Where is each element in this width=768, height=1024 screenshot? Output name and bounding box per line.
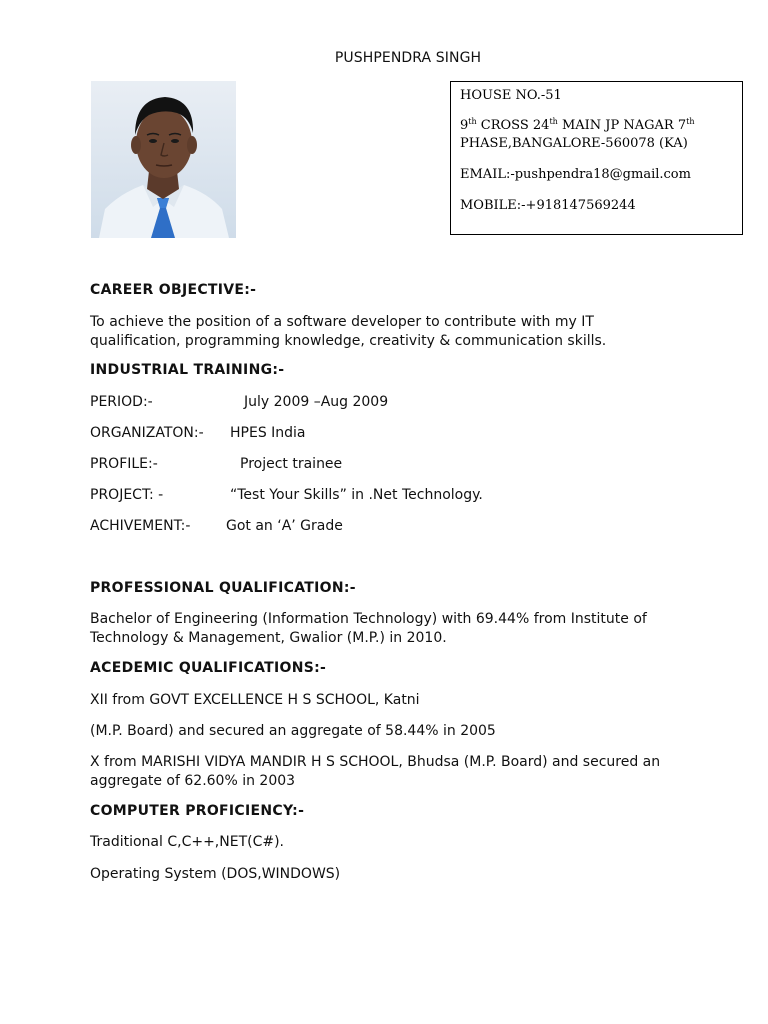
profile-photo — [91, 81, 236, 238]
industrial-training-heading: INDUSTRIAL TRAINING:- — [90, 362, 285, 378]
contact-box — [450, 81, 743, 235]
professional-qualification-line-1: Bachelor of Engineering (Information Technology) with 69.44% from Institute of — [90, 611, 647, 627]
computer-proficiency-heading: COMPUTER PROFICIENCY:- — [90, 803, 305, 819]
professional-qualification-line-2: Technology & Management, Gwalior (M.P.) in 2010. — [90, 630, 447, 646]
profile-label: PROFILE:- — [90, 456, 158, 472]
operating-systems: Operating System (DOS,WINDOWS) — [90, 866, 341, 882]
person-portrait-image — [91, 81, 236, 238]
career-objective-heading: CAREER OBJECTIVE:- — [90, 282, 257, 298]
resume-name: PUSHPENDRA SINGH — [334, 50, 482, 66]
academic-qualifications-heading: ACEDEMIC QUALIFICATIONS:- — [90, 660, 327, 676]
address-line-2: PHASE,BANGALORE-560078 (KA) — [460, 136, 688, 151]
organization-label: ORGANIZATON:- — [90, 425, 204, 441]
address-line-1: 9th CROSS 24th MAIN JP NAGAR 7th — [460, 117, 695, 133]
project-value: “Test Your Skills” in .Net Technology. — [230, 487, 483, 503]
xii-qualification-line-2: (M.P. Board) and secured an aggregate of 58.44% in 2005 — [90, 723, 496, 739]
project-label: PROJECT: - — [90, 487, 164, 503]
mobile-number: MOBILE:-+918147569244 — [460, 198, 636, 213]
period-label: PERIOD:- — [90, 394, 153, 410]
x-qualification-line-1: X from MARISHI VIDYA MANDIR H S SCHOOL, Bhudsa (M.P. Board) and secured an — [90, 754, 661, 770]
professional-qualification-heading: PROFESSIONAL QUALIFICATION:- — [90, 580, 356, 596]
achievement-label: ACHIVEMENT:- — [90, 518, 191, 534]
career-objective-line-2: qualification, programming knowledge, creativity & communication skills. — [90, 333, 607, 349]
organization-value: HPES India — [230, 425, 306, 441]
profile-value: Project trainee — [240, 456, 343, 472]
email-address: EMAIL:-pushpendra18@gmail.com — [460, 167, 691, 182]
career-objective-line-1: To achieve the position of a software developer to contribute with my IT — [90, 314, 594, 330]
house-number: HOUSE NO.-51 — [460, 88, 562, 103]
achievement-value: Got an ‘A’ Grade — [226, 518, 343, 534]
period-value: July 2009 –Aug 2009 — [244, 394, 389, 410]
x-qualification-line-2: aggregate of 62.60% in 2003 — [90, 773, 296, 789]
xii-qualification-line-1: XII from GOVT EXCELLENCE H S SCHOOL, Katni — [90, 692, 420, 708]
programming-languages: Traditional C,C++,NET(C#). — [90, 834, 285, 850]
